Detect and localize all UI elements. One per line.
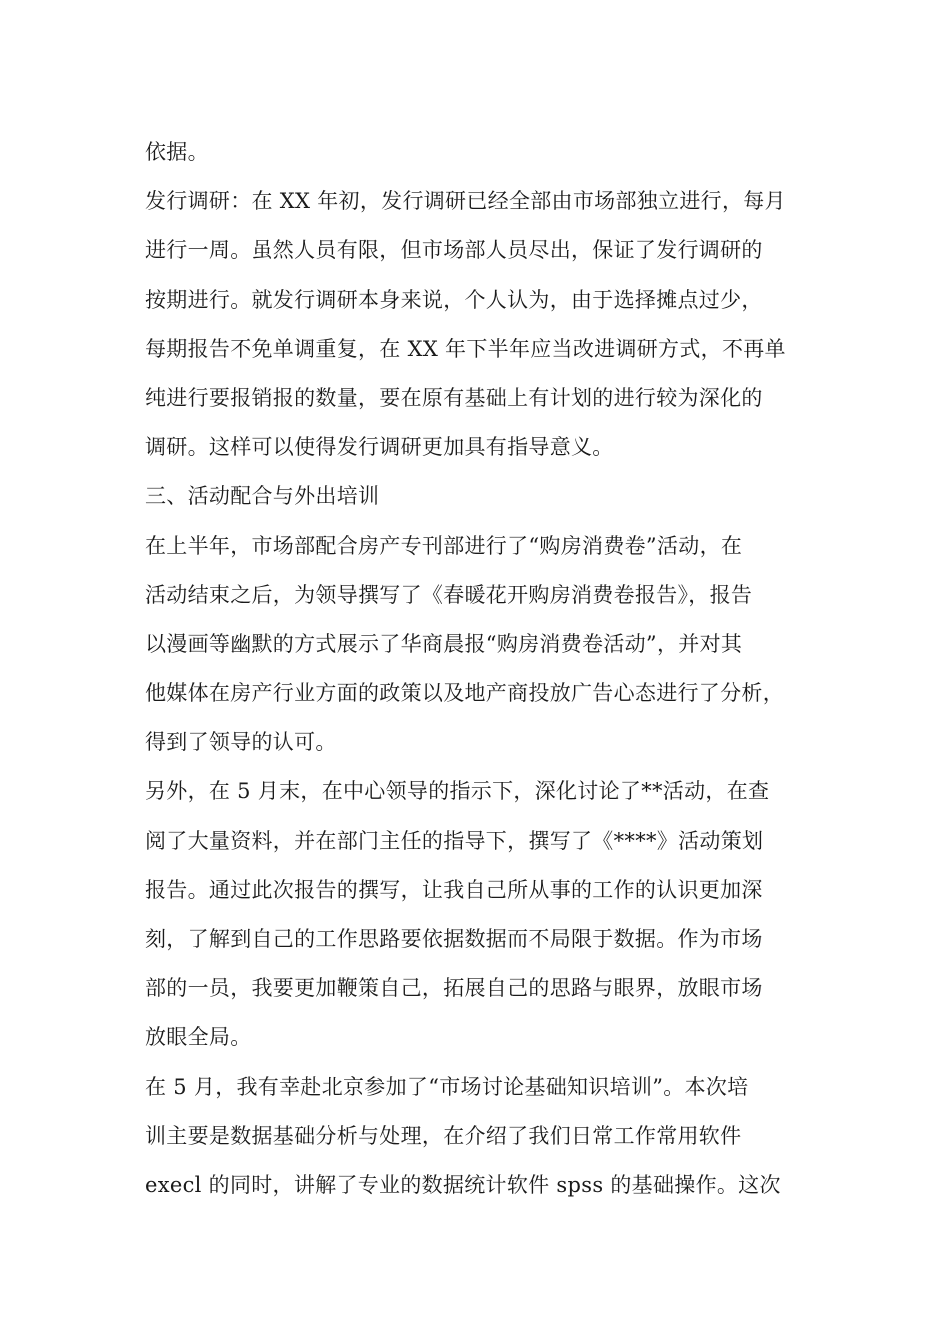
text-line: 纯进行要报销报的数量，要在原有基础上有计划的进行较为深化的 [145,385,763,410]
text-line: execl 的同时，讲解了专业的数据统计软件 spss 的基础操作。这次 [145,1172,781,1197]
text-line: 训主要是数据基础分析与处理，在介绍了我们日常工作常用软件 [145,1123,742,1148]
text-line: 他媒体在房产行业方面的政策以及地产商投放广告心态进行了分析， [145,681,784,706]
text-line: 报告。通过此次报告的撰写，让我自己所从事的工作的认识更加深 [145,877,763,902]
text-line: 每期报告不免单调重复，在 XX 年下半年应当改进调研方式，不再单 [145,336,786,361]
text-line: 发行调研：在 XX 年初，发行调研已经全部由市场部独立进行，每月 [145,189,786,214]
text-line: 阅了大量资料，并在部门主任的指导下，撰写了《****》活动策划 [145,828,764,853]
text-line: 在 5 月，我有幸赴北京参加了“市场讨论基础知识培训”。本次培 [145,1074,749,1099]
text-line: 以漫画等幽默的方式展示了华商晨报“购房消费卷活动”，并对其 [145,631,743,656]
text-line: 刻，了解到自己的工作思路要依据数据而不局限于数据。作为市场 [145,927,763,951]
text-line: 得到了领导的认可。 [145,730,337,755]
text-line: 进行一周。虽然人员有限，但市场部人员尽出，保证了发行调研的 [145,238,763,263]
text-line: 依据。 [145,140,209,164]
section-heading: 三、活动配合与外出培训 [145,484,380,509]
text-line: 按期进行。就发行调研本身来说，个人认为，由于选择摊点过少， [145,287,763,312]
body-text [145,128,825,1210]
text-line: 调研。这样可以使得发行调研更加具有指导意义。 [145,435,614,460]
text-line: 在上半年，市场部配合房产专刊部进行了“购房消费卷”活动，在 [145,533,743,558]
text-line: 部的一员，我要更加鞭策自己，拓展自己的思路与眼界，放眼市场 [145,976,763,1001]
text-line: 活动结束之后，为领导撰写了《春暖花开购房消费卷报告》，报告 [145,582,753,607]
text-line: 放眼全局。 [145,1025,252,1050]
text-line: 另外，在 5 月末，在中心领导的指示下，深化讨论了**活动，在查 [145,779,770,804]
